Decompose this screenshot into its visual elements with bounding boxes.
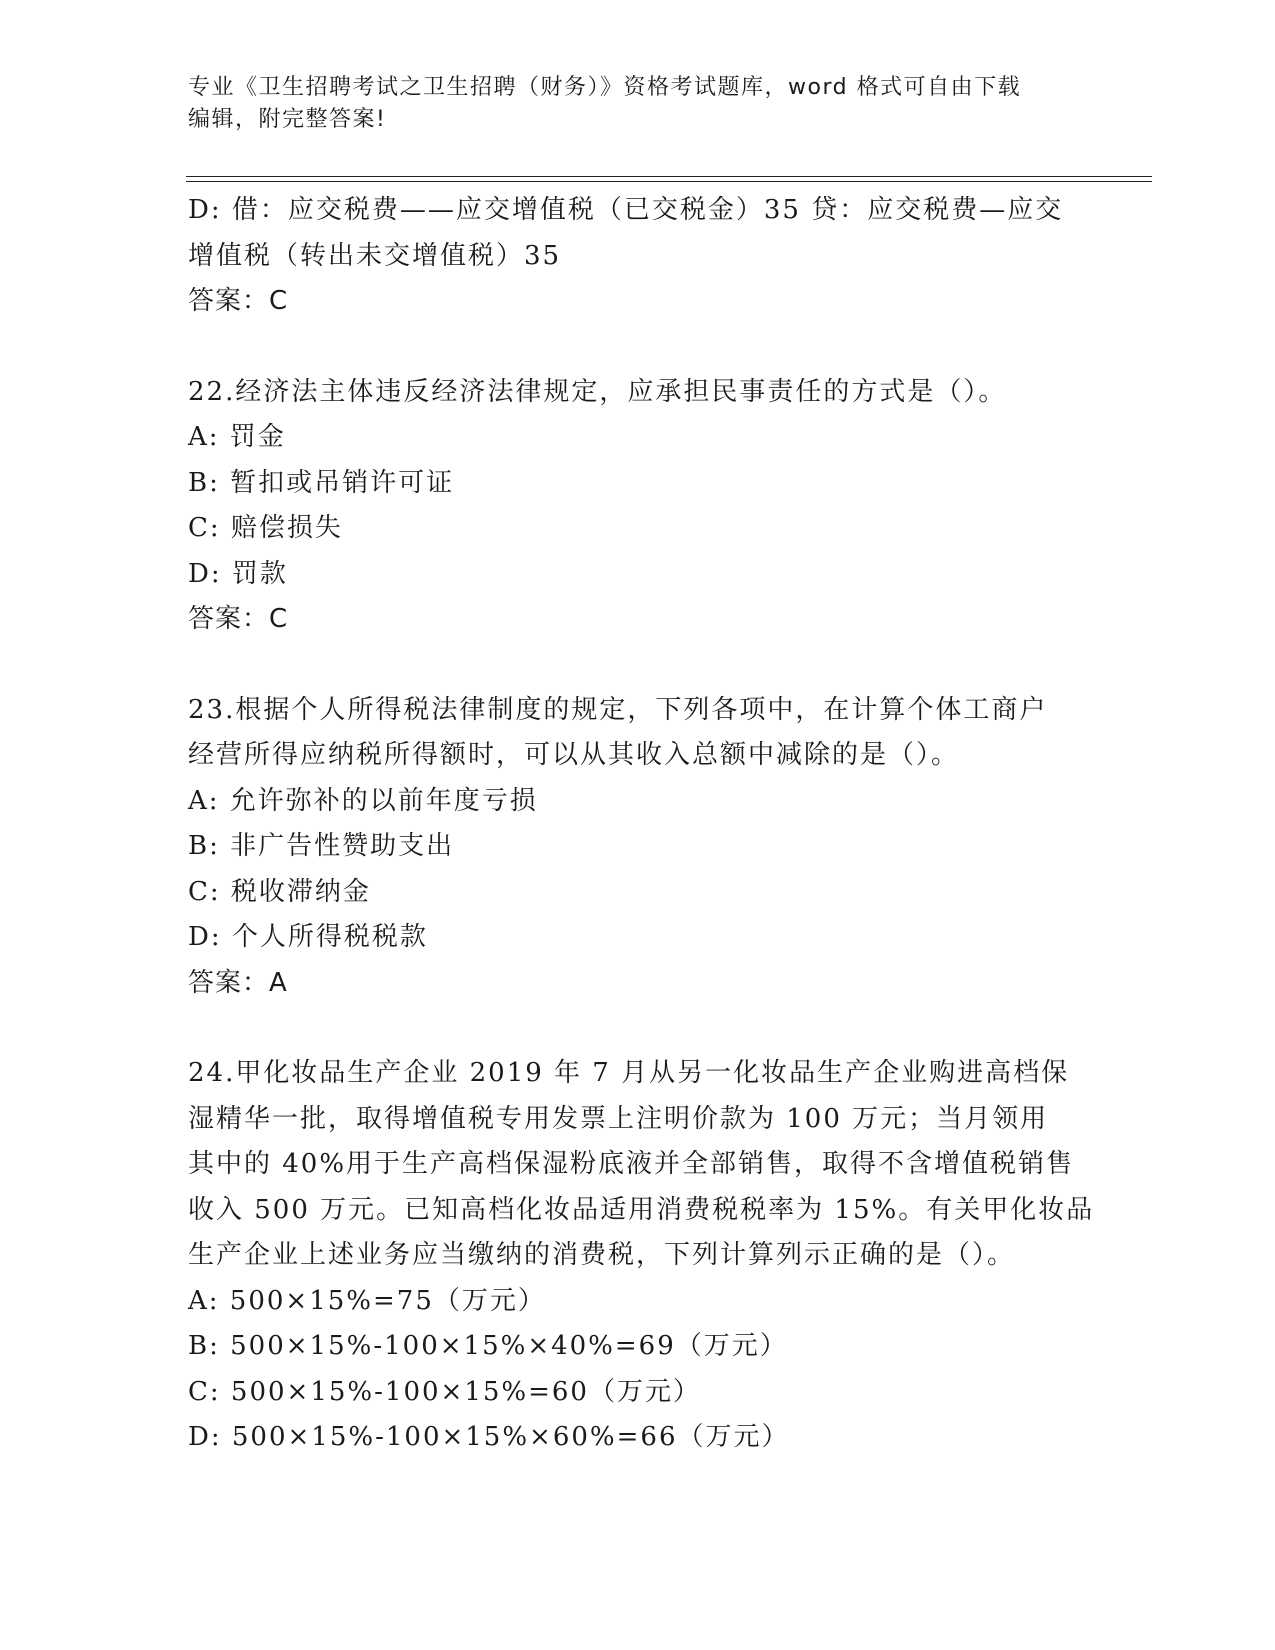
question-stem-line-1: 23.根据个人所得税法律制度的规定，下列各项中，在计算个体工商户 [188,694,1048,725]
option-c: C: 税收滞纳金 [188,876,371,907]
option-b: B: 暂扣或吊销许可证 [188,467,455,498]
question-22 [188,370,1108,643]
option-a: A: 允许弥补的以前年度亏损 [188,785,538,816]
option-a: A: 罚金 [188,422,286,452]
header-divider-bottom [186,181,1152,182]
option-c: C: 赔偿损失 [188,513,343,543]
previous-question-tail [188,188,1108,325]
option-d: D: 500×15%-100×15%×60%=66（万元） [188,1422,790,1452]
question-stem-line-4: 收入 500 万元。已知高档化妆品适用消费税税率为 15%。有关甲化妆品 [188,1194,1095,1225]
question-stem-line-5: 生产企业上述业务应当缴纳的消费税，下列计算列示正确的是（）。 [188,1240,1016,1270]
option-c: C: 500×15%-100×15%=60（万元） [188,1376,701,1407]
option-a: A: 500×15%=75（万元） [188,1285,546,1316]
option-d-line-1: D: 借：应交税费——应交增值税（已交税金）35 贷：应交税费—应交 [188,195,1064,225]
answer: 答案：A [188,967,288,998]
question-stem-line-3: 其中的 40%用于生产高档保湿粉底液并全部销售，取得不含增值税销售 [188,1149,1075,1179]
question-stem-line-2: 经营所得应纳税所得额时，可以从其收入总额中减除的是（）。 [188,740,960,770]
option-b: B: 500×15%-100×15%×40%=69（万元） [188,1331,788,1361]
option-d: D: 个人所得税税款 [188,922,428,952]
header-line-1: 专业《卫生招聘考试之卫生招聘（财务）》资格考试题库，word 格式可自由下载 [188,75,1022,100]
answer: 答案：C [188,604,289,634]
answer: 答案：C [188,286,289,316]
option-d: D: 罚款 [188,558,288,589]
document-header [188,72,1068,136]
question-23 [188,688,1108,1007]
question-stem: 22.经济法主体违反经济法律规定，应承担民事责任的方式是（）。 [188,376,1007,407]
question-24 [188,1051,1108,1461]
option-b: B: 非广告性赞助支出 [188,831,455,861]
option-d-line-2: 增值税（转出未交增值税）35 [188,240,562,271]
header-divider-top [186,176,1152,177]
header-line-2: 编辑，附完整答案! [188,107,387,132]
question-stem-line-2: 湿精华一批，取得增值税专用发票上注明价款为 100 万元；当月领用 [188,1103,1049,1134]
question-stem-line-1: 24.甲化妆品生产企业 2019 年 7 月从另一化妆品生产企业购进高档保 [188,1058,1070,1088]
question-content [188,188,1108,1461]
